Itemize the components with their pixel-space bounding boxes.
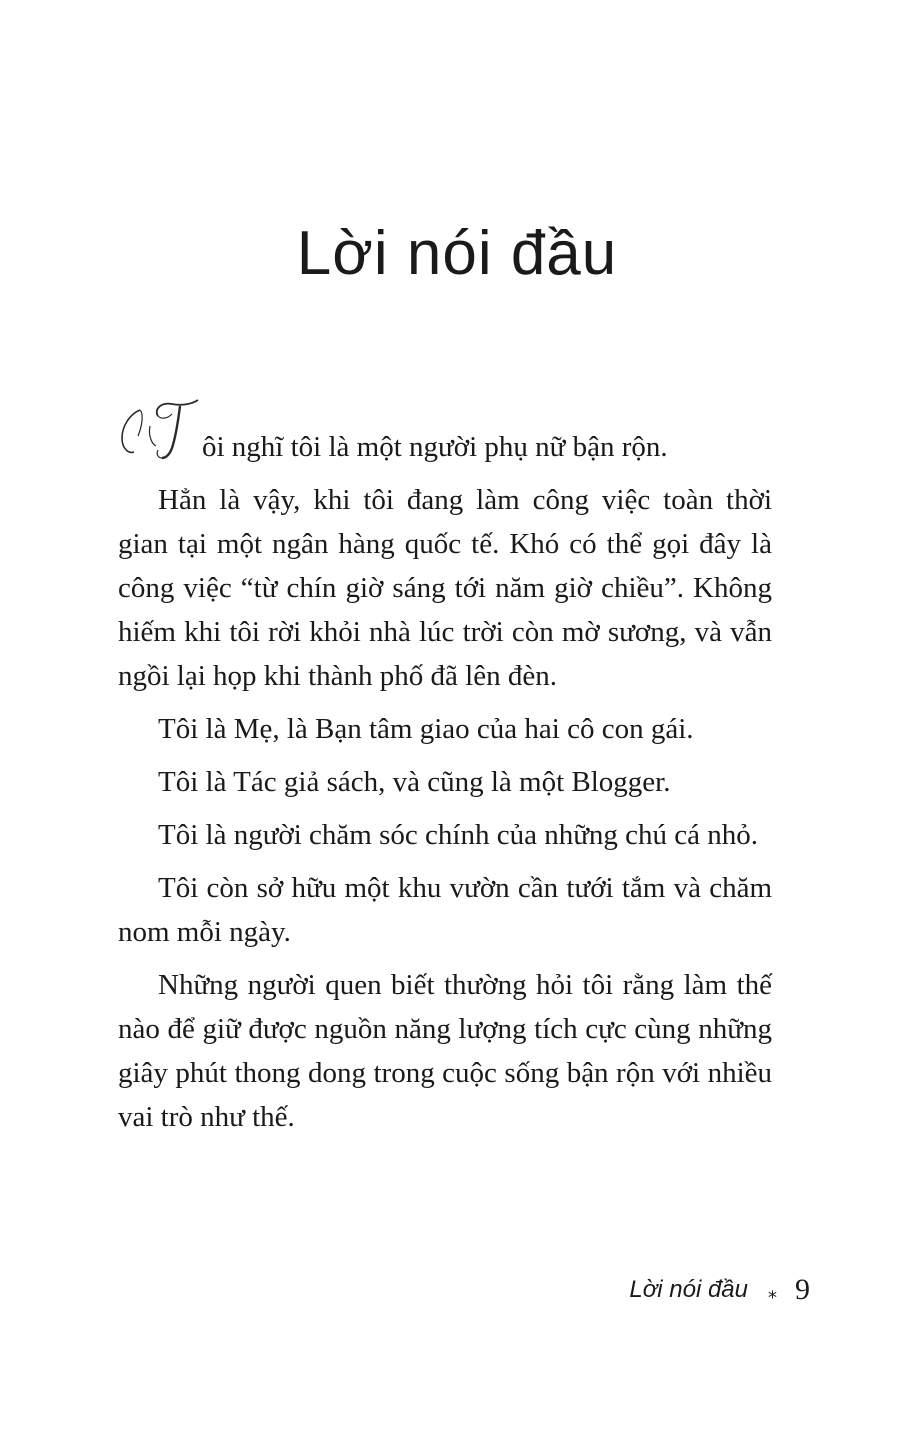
page-number: 9 [795,1273,810,1306]
paragraph-4: Tôi là người chăm sóc chính của những chú cá nhỏ. [158,819,759,851]
page-footer [629,1273,810,1307]
body-text [118,396,772,1148]
paragraph-1: Hẳn là vậy, khi tôi đang làm công việc toàn thời gian tại một ngân hàng quốc tế. Khó có thể gọi đây là công việc “từ chín giờ sáng tới năm giờ chiều”. Không hiếm khi tôi rời khỏi nhà lúc trời còn mờ sương, và vẫn ngồi lại họp khi thành phố đã lên đèn. [118,484,772,692]
first-paragraph-text: ôi nghĩ tôi là một người phụ nữ bận rộn. [202,431,668,463]
first-paragraph [118,396,772,469]
paragraph-2: Tôi là Mẹ, là Bạn tâm giao của hai cô con gái. [158,713,694,745]
footer-separator-icon: ⁎ [768,1281,777,1303]
chapter-title: Lời nói đầu [296,219,618,288]
paragraph-5: Tôi còn sở hữu một khu vườn cần tưới tắm và chăm nom mỗi ngày. [118,872,772,948]
paragraph-6: Những người quen biết thường hỏi tôi rằng làm thế nào để giữ được nguồn năng lượng tích cực cùng những giây phút thong dong trong cuộc sống bận rộn với nhiều vai trò như thế. [118,969,772,1133]
running-title: Lời nói đầu [629,1276,748,1303]
paragraph-3: Tôi là Tác giả sách, và cũng là một Blogger. [158,766,671,798]
dropcap-ornament [118,396,200,462]
